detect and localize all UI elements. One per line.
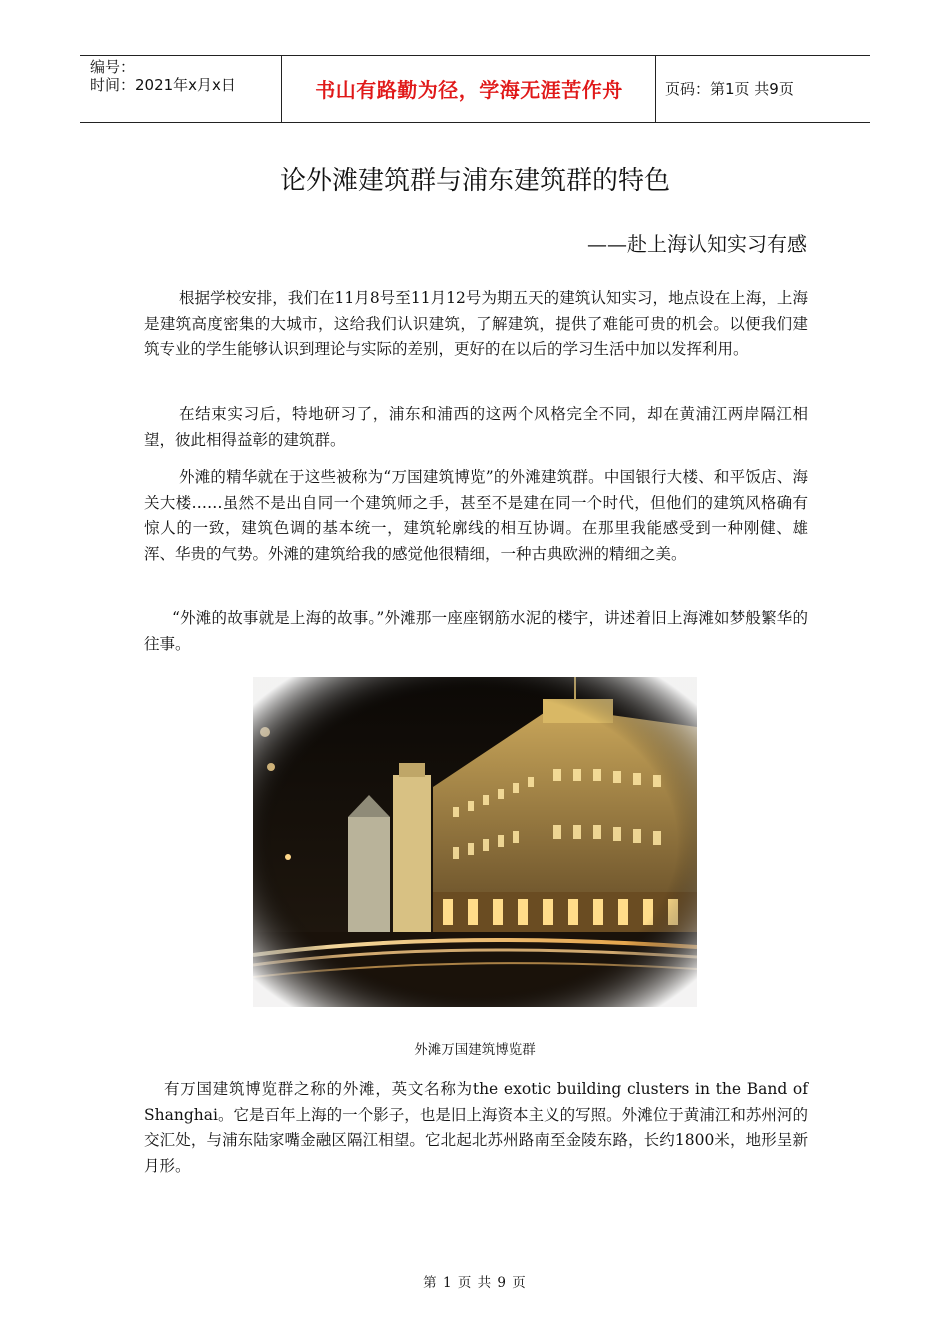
paragraph: 在结束实习后，特地研习了，浦东和浦西的这两个风格完全不同，却在黄浦江两岸隔江相望，彼此相得益彰的建筑群。 [144,405,808,449]
page-footer: 第 1 页 共 9 页 [423,1275,527,1291]
paragraph: 有万国建筑博览群之称的外滩，英文名称为the exotic building clusters in the Band of Shanghai。它是百年上海的一个影子，也是旧上海资本主义的写照。外滩位于黄浦江和苏州河的交汇处，与浦东陆家嘴金融区隔江相望。它北起北苏州路南至金陵东路，长约1800米，地形呈新月形。 [144,1080,808,1175]
header-divider-left [281,55,282,122]
header-meta [90,58,236,94]
page-title: 论外滩建筑群与浦东建筑群的特色 [279,166,670,196]
header-page-count: 页码：第1页 共9页 [665,80,794,98]
paragraph: “外滩的故事就是上海的故事。”外滩那一座座钢筋水泥的楼宇，讲述着旧上海滩如梦般繁华的往事。 [144,609,808,653]
header-divider-right [655,55,656,122]
paragraph: 根据学校安排，我们在11月8号至11月12号为期五天的建筑认知实习，地点设在上海，上海是建筑高度密集的大城市，这给我们认识建筑，了解建筑，提供了难能可贵的机会。以便我们建筑专业的学生能够认识到理论与实际的差别，更好的在以后的学习生活中加以发挥利用。 [144,289,808,358]
paragraph: 外滩的精华就在于这些被称为“万国建筑博览”的外滩建筑群。中国银行大楼、和平饭店、海关大楼……虽然不是出自同一个建筑师之手，甚至不是建在同一个时代，但他们的建筑风格确有惊人的一致，建筑色调的基本统一，建筑轮廓线的相互协调。在那里我能感受到一种刚健、雄浑、华贵的气势。外滩的建筑给我的感觉他很精细，一种古典欧洲的精细之美。 [144,468,808,563]
header-bottom-rule [80,122,870,123]
bund-night-photo [253,677,697,1007]
header-motto: 书山有路勤为径，学海无涯苦作舟 [315,78,623,102]
page-subtitle: ——赴上海认知实习有感 [587,232,807,256]
document-date-label: 时间：2021年x月x日 [90,76,236,94]
document-number-label: 编号： [90,58,136,76]
figure-caption: 外滩万国建筑博览群 [414,1042,536,1058]
